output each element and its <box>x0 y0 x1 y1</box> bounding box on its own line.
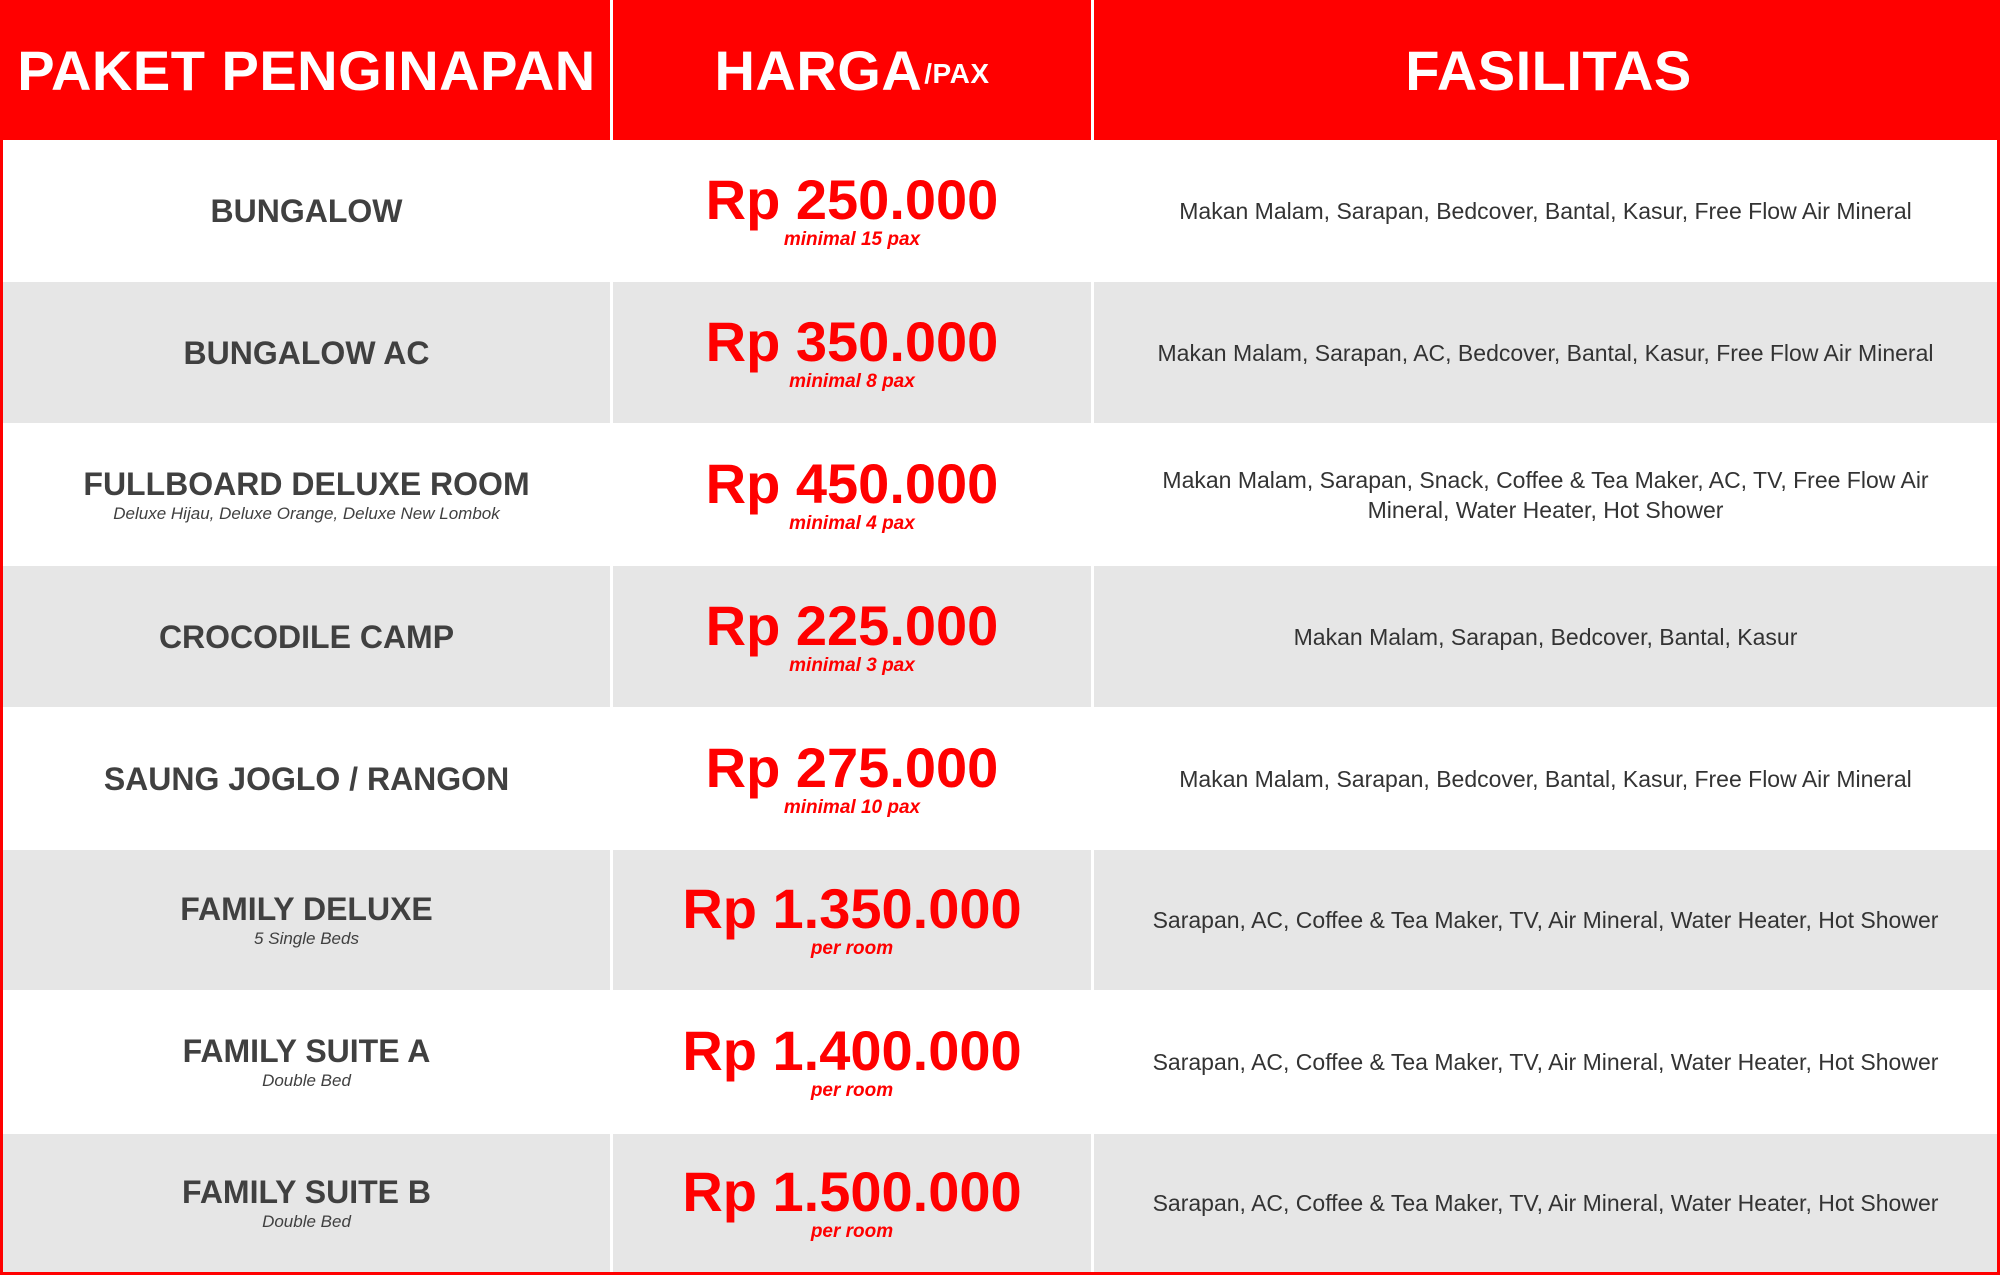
facilities-cell <box>1094 990 1997 1134</box>
table-row <box>3 140 1997 282</box>
price-note: minimal 4 pax <box>789 512 915 534</box>
header-package-label: PAKET PENGINAPAN <box>17 38 596 102</box>
price-cell <box>613 282 1094 423</box>
table-header <box>3 0 2000 140</box>
package-subtitle: 5 Single Beds <box>254 929 359 948</box>
package-cell <box>3 990 613 1134</box>
package-cell <box>3 850 613 990</box>
package-name: SAUNG JOGLO / RANGON <box>103 760 510 797</box>
package-name: FAMILY DELUXE <box>180 891 433 927</box>
facilities-text: Sarapan, AC, Coffee & Tea Maker, TV, Air Mineral, Water Heater, Hot Shower <box>1152 1190 1939 1216</box>
price-value: Rp 1.500.000 <box>682 1160 1022 1223</box>
table-row <box>3 566 1997 707</box>
price-note: per room <box>810 1221 894 1242</box>
header-price-label: HARGA <box>714 38 923 102</box>
price-value: Rp 1.400.000 <box>682 1019 1022 1082</box>
facilities-text: Sarapan, AC, Coffee & Tea Maker, TV, Air Mineral, Water Heater, Hot Shower <box>1152 1049 1939 1075</box>
price-note: per room <box>810 938 894 959</box>
package-cell <box>3 140 613 282</box>
price-value: Rp 1.350.000 <box>682 877 1022 940</box>
price-note: minimal 10 pax <box>783 796 921 818</box>
facilities-text: Makan Malam, Sarapan, Bedcover, Bantal, Kasur, Free Flow Air Mineral <box>1179 198 1912 224</box>
table-row <box>3 990 1997 1134</box>
table-body <box>3 140 1997 1272</box>
price-cell <box>613 1134 1094 1272</box>
table-row <box>3 423 1997 566</box>
header-price <box>613 0 1094 140</box>
facilities-text: Makan Malam, Sarapan, AC, Bedcover, Bantal, Kasur, Free Flow Air Mineral <box>1157 339 1934 366</box>
price-cell <box>613 140 1094 282</box>
package-name: BUNGALOW AC <box>183 334 430 371</box>
facilities-cell <box>1094 282 1997 423</box>
facilities-cell <box>1094 850 1997 990</box>
header-facilities <box>1094 0 2000 140</box>
price-cell <box>613 423 1094 566</box>
price-cell <box>613 850 1094 990</box>
price-note: per room <box>810 1080 894 1101</box>
header-package <box>3 0 613 140</box>
package-name: FAMILY SUITE B <box>182 1174 431 1210</box>
facilities-cell <box>1094 140 1997 282</box>
price-cell <box>613 566 1094 707</box>
table-row <box>3 1134 1997 1272</box>
header-facilities-label: FASILITAS <box>1405 38 1692 102</box>
package-subtitle: Deluxe Hijau, Deluxe Orange, Deluxe New Lombok <box>113 503 500 523</box>
package-cell <box>3 566 613 707</box>
facilities-text: Makan Malam, Sarapan, Snack, Coffee & Tea Maker, AC, TV, Free Flow Air Mineral, Water Heater, Hot Shower <box>1162 466 1929 523</box>
header-price-unit: /PAX <box>924 58 990 89</box>
facilities-cell <box>1094 566 1997 707</box>
package-subtitle: Double Bed <box>262 1071 351 1090</box>
price-cell <box>613 990 1094 1134</box>
package-cell <box>3 1134 613 1272</box>
facilities-cell <box>1094 707 1997 850</box>
facilities-cell <box>1094 423 1997 566</box>
package-name: FAMILY SUITE A <box>182 1033 431 1069</box>
facilities-text: Sarapan, AC, Coffee & Tea Maker, TV, Air Mineral, Water Heater, Hot Shower <box>1152 907 1939 933</box>
price-note: minimal 8 pax <box>789 370 915 392</box>
table-row <box>3 707 1997 850</box>
price-note: minimal 3 pax <box>789 654 915 676</box>
table-row <box>3 850 1997 990</box>
package-cell <box>3 707 613 850</box>
package-name: CROCODILE CAMP <box>158 618 455 655</box>
package-name: FULLBOARD DELUXE ROOM <box>83 465 530 502</box>
price-note: minimal 15 pax <box>783 229 921 250</box>
price-value: Rp 275.000 <box>705 735 999 799</box>
package-subtitle: Double Bed <box>262 1212 351 1231</box>
price-value: Rp 450.000 <box>705 451 999 515</box>
price-cell <box>613 707 1094 850</box>
price-value: Rp 250.000 <box>705 168 999 231</box>
table-row <box>3 282 1997 423</box>
package-cell <box>3 423 613 566</box>
price-value: Rp 225.000 <box>705 593 999 657</box>
price-value: Rp 350.000 <box>705 309 999 373</box>
package-name: BUNGALOW <box>210 193 403 229</box>
package-cell <box>3 282 613 423</box>
facilities-text: Makan Malam, Sarapan, Bedcover, Bantal, Kasur, Free Flow Air Mineral <box>1179 765 1912 792</box>
facilities-text: Makan Malam, Sarapan, Bedcover, Bantal, Kasur <box>1293 623 1798 650</box>
facilities-cell <box>1094 1134 1997 1272</box>
